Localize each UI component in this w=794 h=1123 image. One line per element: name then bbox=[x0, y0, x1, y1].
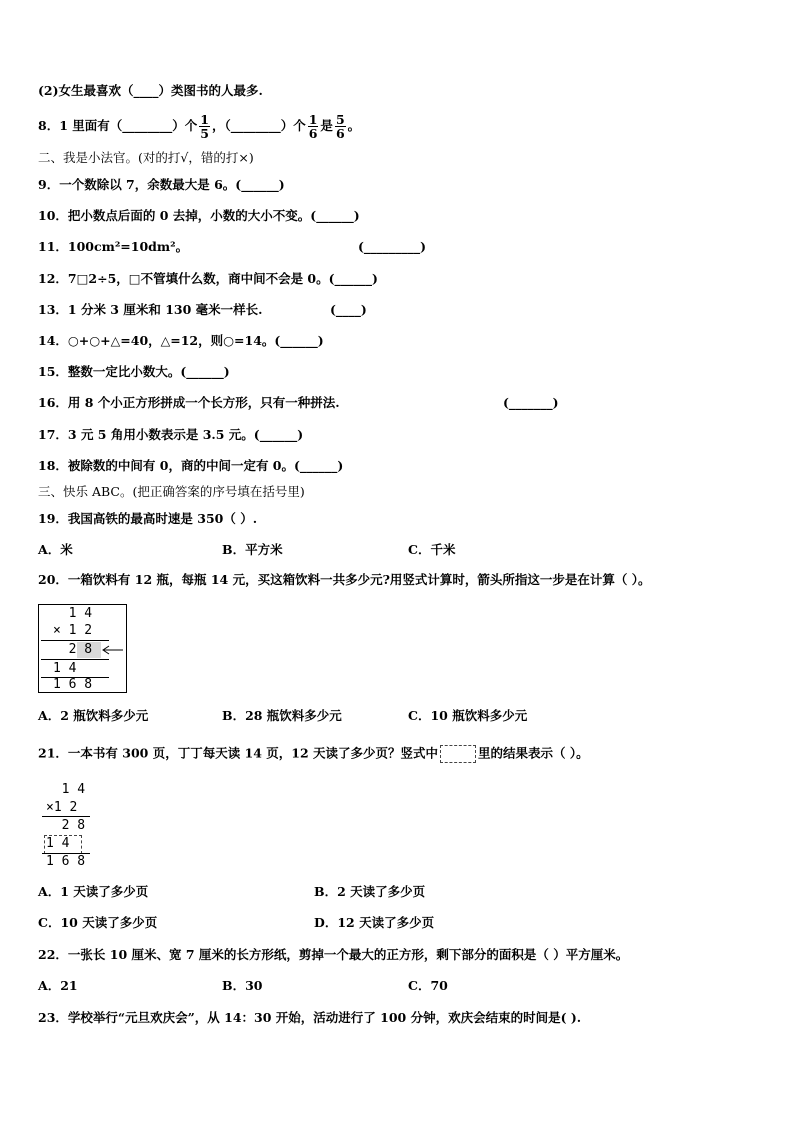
calc2-row4: 1 4 bbox=[46, 836, 70, 851]
q21-option-c[interactable]: C．10 天读了多少页 bbox=[38, 915, 158, 930]
question-20: 20．一箱饮料有 12 瓶，每瓶 14 元，买这箱饮料一共多少元?用竖式计算时，箭头所指这一步是在计算（ ）。 bbox=[38, 572, 651, 587]
q20-option-c[interactable]: C．10 瓶饮料多少元 bbox=[408, 708, 528, 723]
question-22: 22．一张长 10 厘米、宽 7 厘米的长方形纸，剪掉一个最大的正方形，剩下部分的面积是（ ）平方厘米。 bbox=[38, 947, 629, 962]
q22-option-b[interactable]: B．30 bbox=[222, 978, 263, 993]
q19-option-c[interactable]: C．千米 bbox=[408, 542, 456, 557]
section-3-heading: 三、快乐 ABC。(把正确答案的序号填在括号里) bbox=[38, 484, 305, 499]
fraction-1-6: $\frac{1}{6}$ bbox=[308, 112, 318, 141]
arrow-left-icon bbox=[101, 644, 125, 656]
section-2-heading: 二、我是小法官。(对的打√，错的打×) bbox=[38, 150, 254, 165]
q8-end: 。 bbox=[347, 118, 361, 133]
question-10: 10．把小数点后面的 0 去掉，小数的大小不变。(______) bbox=[38, 208, 360, 223]
q21-text-b: 里的结果表示（ ）。 bbox=[478, 745, 589, 761]
calc2-row3: 2 8 bbox=[46, 818, 86, 833]
calc2-row5: 1 6 8 bbox=[46, 854, 86, 869]
q11-answer-blank[interactable]: (_________) bbox=[358, 239, 427, 254]
fraction-5-6: $\frac{5}{6}$ bbox=[335, 112, 345, 141]
q20-option-a[interactable]: A．2 瓶饮料多少元 bbox=[38, 708, 149, 723]
calc1-rule-2 bbox=[41, 659, 109, 660]
q20-option-b[interactable]: B．28 瓶饮料多少元 bbox=[222, 708, 342, 723]
calc1-row2: × 1 2 bbox=[53, 623, 93, 638]
calc1-row4: 1 4 bbox=[53, 661, 77, 676]
question-17: 17．3 元 5 角用小数表示是 3.5 元。(______) bbox=[38, 427, 304, 442]
q8-text-a: 8．1 里面有（________）个 bbox=[38, 118, 198, 133]
q19-option-a[interactable]: A．米 bbox=[38, 542, 73, 557]
question-8 bbox=[38, 113, 360, 140]
q21-option-d[interactable]: D．12 天读了多少页 bbox=[314, 915, 435, 930]
vertical-calc-2 bbox=[38, 782, 98, 872]
question-15: 15．整数一定比小数大。(______) bbox=[38, 364, 230, 379]
q21-option-a[interactable]: A．1 天读了多少页 bbox=[38, 884, 149, 899]
dashed-box-icon bbox=[440, 745, 476, 763]
question-18: 18．被除数的中间有 0，商的中间一定有 0。(______) bbox=[38, 458, 344, 473]
fraction-1-5: $\frac{1}{5}$ bbox=[200, 112, 209, 141]
question-14: 14．○+○+△=40，△=12，则○=14。(______) bbox=[38, 333, 324, 348]
question-21 bbox=[38, 745, 589, 763]
q22-option-a[interactable]: A．21 bbox=[38, 978, 78, 993]
calc1-rule-1 bbox=[41, 640, 109, 641]
calc1-row3: 2 8 bbox=[53, 642, 93, 657]
q21-text-a: 21．一本书有 300 页，丁丁每天读 14 页，12 天读了多少页？竖式中 bbox=[38, 745, 439, 761]
q13-answer-blank[interactable]: (____) bbox=[330, 302, 367, 317]
question-23: 23．学校举行“元旦欢庆会”，从 14：30 开始，活动进行了 100 分钟，欢庆会结束的时间是( ). bbox=[38, 1010, 582, 1025]
question-12: 12．7□2÷5，□不管填什么数，商中间不会是 0。(______) bbox=[38, 271, 378, 286]
calc2-rule-1 bbox=[42, 816, 90, 817]
q8-text-c: 是 bbox=[320, 118, 333, 133]
vertical-calc-1 bbox=[38, 604, 127, 693]
calc2-row2: ×1 2 bbox=[46, 800, 78, 815]
question-13: 13．1 分米 3 厘米和 130 毫米一样长. bbox=[38, 302, 263, 317]
calc1-row1: 1 4 bbox=[53, 606, 93, 621]
question-16: 16．用 8 个小正方形拼成一个长方形，只有一种拼法. bbox=[38, 395, 340, 410]
q22-option-c[interactable]: C．70 bbox=[408, 978, 448, 993]
question-9: 9．一个数除以 7，余数最大是 6。(______) bbox=[38, 177, 285, 192]
calc1-row5: 1 6 8 bbox=[53, 677, 93, 692]
question-11: 11．100cm²=10dm²。 bbox=[38, 239, 189, 254]
q8-text-b: ，（________）个 bbox=[211, 118, 306, 133]
calc2-row1: 1 4 bbox=[46, 782, 86, 797]
question-19: 19．我国高铁的最高时速是 350（ ）. bbox=[38, 511, 258, 526]
q21-option-b[interactable]: B．2 天读了多少页 bbox=[314, 884, 426, 899]
q19-option-b[interactable]: B．平方米 bbox=[222, 542, 283, 557]
q16-answer-blank[interactable]: (_______) bbox=[503, 395, 559, 410]
q7-part2: (2)女生最喜欢（____）类图书的人最多. bbox=[38, 83, 263, 98]
